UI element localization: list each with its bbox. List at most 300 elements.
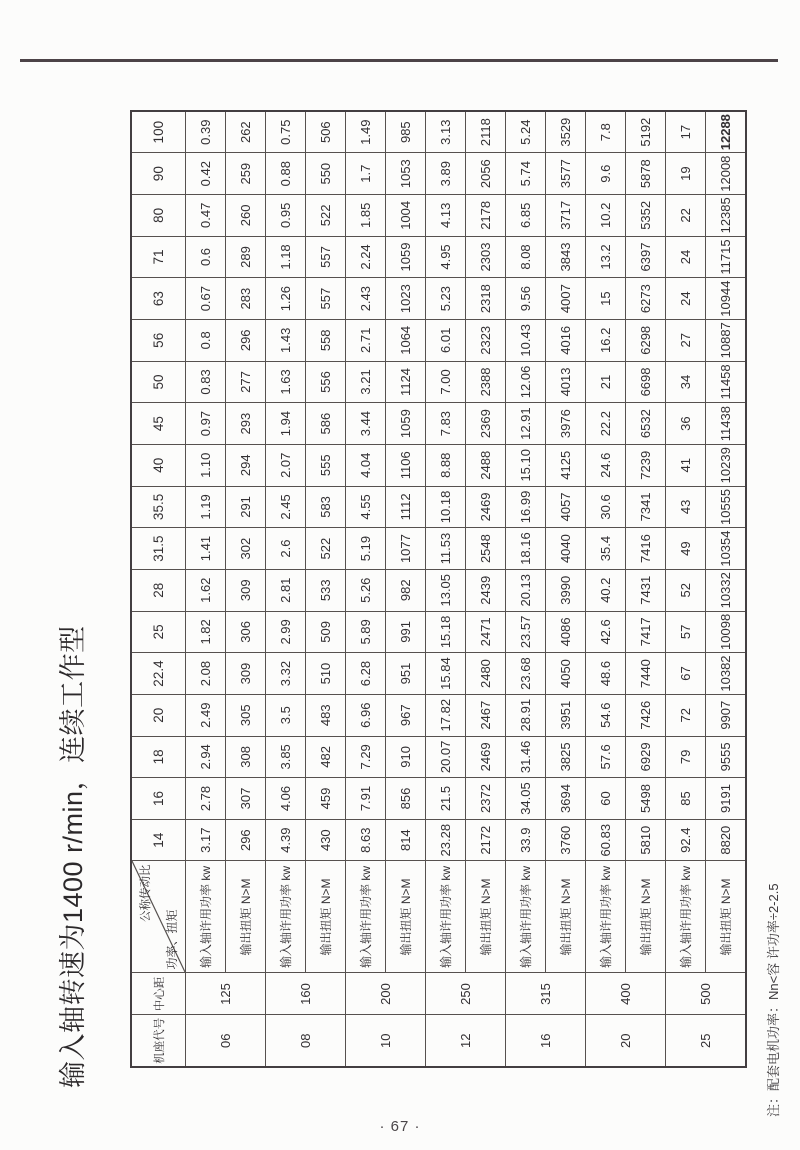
frame-code-header: 机座代号 — [131, 1015, 186, 1067]
power-value: 4.95 — [426, 236, 466, 278]
power-value: 57.6 — [586, 736, 626, 778]
power-value: 5.89 — [346, 611, 386, 653]
power-value: 0.97 — [186, 403, 226, 445]
torque-value: 7239 — [626, 444, 666, 486]
power-row — [666, 111, 706, 1067]
torque-value: 3825 — [546, 736, 586, 778]
spec-table — [130, 110, 747, 1068]
power-value: 16.99 — [506, 486, 546, 528]
torque-value: 1064 — [386, 319, 426, 361]
ratio-header: 56 — [131, 319, 186, 361]
torque-value: 555 — [306, 444, 346, 486]
torque-value: 9191 — [706, 778, 747, 820]
power-value: 2.78 — [186, 778, 226, 820]
power-value: 0.39 — [186, 111, 226, 153]
header-row — [131, 111, 186, 1067]
torque-value: 307 — [226, 778, 266, 820]
power-value: 72 — [666, 694, 706, 736]
power-value: 6.85 — [506, 195, 546, 237]
power-value: 9.6 — [586, 153, 626, 195]
torque-value: 3990 — [546, 569, 586, 611]
torque-value: 550 — [306, 153, 346, 195]
torque-value: 2323 — [466, 319, 506, 361]
torque-row — [466, 111, 506, 1067]
power-value: 9.56 — [506, 278, 546, 320]
power-value: 27 — [666, 319, 706, 361]
center-distance: 400 — [586, 973, 666, 1015]
power-label: 输入轴许用功率 kw — [426, 861, 466, 973]
torque-value: 2303 — [466, 236, 506, 278]
torque-value: 9907 — [706, 694, 747, 736]
torque-value: 2439 — [466, 569, 506, 611]
ratio-header: 20 — [131, 694, 186, 736]
power-value: 4.55 — [346, 486, 386, 528]
torque-value: 1059 — [386, 403, 426, 445]
power-value: 1.49 — [346, 111, 386, 153]
power-value: 1.82 — [186, 611, 226, 653]
torque-value: 1106 — [386, 444, 426, 486]
torque-value: 5352 — [626, 195, 666, 237]
torque-value: 2488 — [466, 444, 506, 486]
torque-value: 459 — [306, 778, 346, 820]
ratio-header: 25 — [131, 611, 186, 653]
power-value: 24 — [666, 278, 706, 320]
torque-value: 522 — [306, 195, 346, 237]
power-value: 0.75 — [266, 111, 306, 153]
power-value: 12.06 — [506, 361, 546, 403]
torque-value: 12288 — [706, 111, 747, 153]
power-value: 5.19 — [346, 528, 386, 570]
corner-label-power-torque: 功率、扭矩 — [165, 909, 179, 970]
torque-value: 7416 — [626, 528, 666, 570]
power-value: 2.45 — [266, 486, 306, 528]
torque-value: 7341 — [626, 486, 666, 528]
frame-code: 10 — [346, 1015, 426, 1067]
power-value: 3.13 — [426, 111, 466, 153]
torque-value: 1077 — [386, 528, 426, 570]
torque-value: 4016 — [546, 319, 586, 361]
torque-value: 3694 — [546, 778, 586, 820]
torque-value: 557 — [306, 278, 346, 320]
torque-value: 2480 — [466, 653, 506, 695]
power-value: 0.8 — [186, 319, 226, 361]
power-value: 1.43 — [266, 319, 306, 361]
power-value: 13.2 — [586, 236, 626, 278]
frame-code: 12 — [426, 1015, 506, 1067]
frame-code: 08 — [266, 1015, 346, 1067]
ratio-header: 90 — [131, 153, 186, 195]
torque-value: 991 — [386, 611, 426, 653]
torque-value: 7431 — [626, 569, 666, 611]
torque-value: 2471 — [466, 611, 506, 653]
frame-code: 06 — [186, 1015, 266, 1067]
top-rule-divider — [20, 59, 778, 62]
torque-value: 6698 — [626, 361, 666, 403]
power-value: 15.18 — [426, 611, 466, 653]
power-value: 0.83 — [186, 361, 226, 403]
torque-value: 586 — [306, 403, 346, 445]
power-value: 0.67 — [186, 278, 226, 320]
torque-value: 3843 — [546, 236, 586, 278]
torque-value: 522 — [306, 528, 346, 570]
torque-value: 291 — [226, 486, 266, 528]
torque-value: 309 — [226, 569, 266, 611]
power-value: 79 — [666, 736, 706, 778]
power-value: 34.05 — [506, 778, 546, 820]
torque-value: 856 — [386, 778, 426, 820]
torque-value: 2467 — [466, 694, 506, 736]
torque-row — [706, 111, 747, 1067]
power-value: 19 — [666, 153, 706, 195]
power-value: 17 — [666, 111, 706, 153]
torque-value: 4040 — [546, 528, 586, 570]
power-row — [186, 111, 226, 1067]
torque-value: 6929 — [626, 736, 666, 778]
power-value: 3.5 — [266, 694, 306, 736]
torque-row — [226, 111, 266, 1067]
torque-value: 1124 — [386, 361, 426, 403]
torque-label: 输出扭矩 N>M — [466, 861, 506, 973]
torque-value: 509 — [306, 611, 346, 653]
power-value: 2.43 — [346, 278, 386, 320]
power-value: 8.08 — [506, 236, 546, 278]
power-value: 28.91 — [506, 694, 546, 736]
torque-value: 2388 — [466, 361, 506, 403]
power-value: 31.46 — [506, 736, 546, 778]
power-value: 0.6 — [186, 236, 226, 278]
power-value: 2.81 — [266, 569, 306, 611]
ratio-header: 40 — [131, 444, 186, 486]
torque-label: 输出扭矩 N>M — [706, 861, 747, 973]
power-value: 4.06 — [266, 778, 306, 820]
power-value: 5.23 — [426, 278, 466, 320]
power-value: 1.41 — [186, 528, 226, 570]
power-value: 35.4 — [586, 528, 626, 570]
power-value: 57 — [666, 611, 706, 653]
power-value: 1.85 — [346, 195, 386, 237]
power-value: 1.19 — [186, 486, 226, 528]
torque-label: 输出扭矩 N>M — [226, 861, 266, 973]
power-value: 7.83 — [426, 403, 466, 445]
torque-value: 4007 — [546, 278, 586, 320]
torque-value: 7426 — [626, 694, 666, 736]
torque-value: 3529 — [546, 111, 586, 153]
rotated-title-block — [50, 474, 96, 1088]
ratio-header: 28 — [131, 569, 186, 611]
power-value: 8.88 — [426, 444, 466, 486]
power-value: 3.32 — [266, 653, 306, 695]
ratio-header: 16 — [131, 778, 186, 820]
power-value: 40.2 — [586, 569, 626, 611]
power-value: 33.9 — [506, 819, 546, 861]
power-value: 3.44 — [346, 403, 386, 445]
ratio-header: 45 — [131, 403, 186, 445]
power-value: 12.91 — [506, 403, 546, 445]
center-distance: 160 — [266, 973, 346, 1015]
power-value: 85 — [666, 778, 706, 820]
ratio-header: 35.5 — [131, 486, 186, 528]
power-value: 20.13 — [506, 569, 546, 611]
torque-value: 293 — [226, 403, 266, 445]
torque-value: 7440 — [626, 653, 666, 695]
power-value: 22.2 — [586, 403, 626, 445]
torque-value: 262 — [226, 111, 266, 153]
power-value: 52 — [666, 569, 706, 611]
torque-value: 430 — [306, 819, 346, 861]
torque-value: 9555 — [706, 736, 747, 778]
ratio-header: 100 — [131, 111, 186, 153]
center-distance: 250 — [426, 973, 506, 1015]
power-value: 1.63 — [266, 361, 306, 403]
torque-value: 10354 — [706, 528, 747, 570]
power-label: 输入轴许用功率 kw — [266, 861, 306, 973]
center-distance: 200 — [346, 973, 426, 1015]
torque-row — [386, 111, 426, 1067]
page-title: 输入轴转速为1400 r/min，连续工作型 — [58, 625, 88, 1088]
torque-label: 输出扭矩 N>M — [546, 861, 586, 973]
power-value: 54.6 — [586, 694, 626, 736]
torque-value: 10887 — [706, 319, 747, 361]
torque-value: 308 — [226, 736, 266, 778]
torque-value: 305 — [226, 694, 266, 736]
power-value: 2.71 — [346, 319, 386, 361]
power-value: 8.63 — [346, 819, 386, 861]
power-value: 42.6 — [586, 611, 626, 653]
power-value: 5.74 — [506, 153, 546, 195]
torque-value: 12385 — [706, 195, 747, 237]
frame-code: 20 — [586, 1015, 666, 1067]
torque-value: 11438 — [706, 403, 747, 445]
power-value: 41 — [666, 444, 706, 486]
torque-value: 294 — [226, 444, 266, 486]
power-value: 10.2 — [586, 195, 626, 237]
torque-value: 3577 — [546, 153, 586, 195]
torque-value: 12008 — [706, 153, 747, 195]
torque-value: 5192 — [626, 111, 666, 153]
center-distance-header: 中心距 — [131, 973, 186, 1015]
power-row — [506, 111, 546, 1067]
torque-value: 296 — [226, 319, 266, 361]
power-value: 15 — [586, 278, 626, 320]
torque-value: 296 — [226, 819, 266, 861]
ratio-header: 22.4 — [131, 653, 186, 695]
power-value: 22 — [666, 195, 706, 237]
power-value: 7.00 — [426, 361, 466, 403]
torque-value: 558 — [306, 319, 346, 361]
power-value: 3.21 — [346, 361, 386, 403]
power-value: 0.95 — [266, 195, 306, 237]
torque-value: 1053 — [386, 153, 426, 195]
power-value: 7.91 — [346, 778, 386, 820]
ratio-header: 31.5 — [131, 528, 186, 570]
torque-value: 982 — [386, 569, 426, 611]
diagonal-header-cell — [131, 861, 186, 973]
torque-value: 283 — [226, 278, 266, 320]
power-value: 6.96 — [346, 694, 386, 736]
power-value: 2.94 — [186, 736, 226, 778]
torque-value: 2178 — [466, 195, 506, 237]
torque-label: 输出扭矩 N>M — [306, 861, 346, 973]
torque-value: 1059 — [386, 236, 426, 278]
power-value: 60 — [586, 778, 626, 820]
power-row — [266, 111, 306, 1067]
ratio-header: 50 — [131, 361, 186, 403]
power-value: 2.07 — [266, 444, 306, 486]
power-value: 18.16 — [506, 528, 546, 570]
power-value: 4.04 — [346, 444, 386, 486]
torque-value: 289 — [226, 236, 266, 278]
power-value: 24.6 — [586, 444, 626, 486]
power-value: 2.6 — [266, 528, 306, 570]
power-value: 23.68 — [506, 653, 546, 695]
power-value: 34 — [666, 361, 706, 403]
torque-value: 4057 — [546, 486, 586, 528]
ratio-header: 63 — [131, 278, 186, 320]
power-value: 49 — [666, 528, 706, 570]
torque-value: 4086 — [546, 611, 586, 653]
power-label: 输入轴许用功率 kw — [346, 861, 386, 973]
torque-value: 5498 — [626, 778, 666, 820]
torque-value: 6532 — [626, 403, 666, 445]
power-value: 36 — [666, 403, 706, 445]
frame-code: 16 — [506, 1015, 586, 1067]
power-value: 2.24 — [346, 236, 386, 278]
power-label: 输入轴许用功率 kw — [586, 861, 626, 973]
torque-value: 309 — [226, 653, 266, 695]
power-value: 48.6 — [586, 653, 626, 695]
torque-value: 506 — [306, 111, 346, 153]
torque-value: 7417 — [626, 611, 666, 653]
power-value: 30.6 — [586, 486, 626, 528]
power-value: 21 — [586, 361, 626, 403]
torque-value: 3717 — [546, 195, 586, 237]
ratio-header: 80 — [131, 195, 186, 237]
rotated-note-block — [757, 843, 791, 1117]
torque-value: 2118 — [466, 111, 506, 153]
power-value: 60.83 — [586, 819, 626, 861]
power-value: 13.05 — [426, 569, 466, 611]
torque-value: 2369 — [466, 403, 506, 445]
power-value: 6.28 — [346, 653, 386, 695]
torque-label: 输出扭矩 N>M — [386, 861, 426, 973]
torque-value: 3951 — [546, 694, 586, 736]
power-value: 10.18 — [426, 486, 466, 528]
ratio-header: 71 — [131, 236, 186, 278]
torque-value: 2372 — [466, 778, 506, 820]
torque-value: 1023 — [386, 278, 426, 320]
torque-value: 4013 — [546, 361, 586, 403]
power-label: 输入轴许用功率 kw — [186, 861, 226, 973]
torque-value: 10944 — [706, 278, 747, 320]
power-value: 43 — [666, 486, 706, 528]
power-value: 1.10 — [186, 444, 226, 486]
power-label: 输入轴许用功率 kw — [666, 861, 706, 973]
torque-value: 2548 — [466, 528, 506, 570]
power-value: 15.10 — [506, 444, 546, 486]
center-distance: 315 — [506, 973, 586, 1015]
power-label: 输入轴许用功率 kw — [506, 861, 546, 973]
torque-value: 951 — [386, 653, 426, 695]
torque-value: 583 — [306, 486, 346, 528]
power-value: 3.89 — [426, 153, 466, 195]
power-value: 2.08 — [186, 653, 226, 695]
torque-value: 277 — [226, 361, 266, 403]
torque-value: 6273 — [626, 278, 666, 320]
torque-value: 967 — [386, 694, 426, 736]
torque-row — [306, 111, 346, 1067]
power-value: 16.2 — [586, 319, 626, 361]
torque-value: 2056 — [466, 153, 506, 195]
torque-value: 6298 — [626, 319, 666, 361]
torque-value: 10332 — [706, 569, 747, 611]
power-value: 4.39 — [266, 819, 306, 861]
power-value: 0.47 — [186, 195, 226, 237]
power-row — [586, 111, 626, 1067]
torque-value: 556 — [306, 361, 346, 403]
power-value: 15.84 — [426, 653, 466, 695]
torque-value: 985 — [386, 111, 426, 153]
torque-value: 10098 — [706, 611, 747, 653]
ratio-header: 18 — [131, 736, 186, 778]
power-value: 23.28 — [426, 819, 466, 861]
power-value: 92.4 — [666, 819, 706, 861]
power-value: 1.7 — [346, 153, 386, 195]
torque-value: 533 — [306, 569, 346, 611]
rotated-table-block — [130, 110, 736, 1068]
torque-value: 302 — [226, 528, 266, 570]
torque-value: 2469 — [466, 736, 506, 778]
power-value: 7.29 — [346, 736, 386, 778]
power-value: 11.53 — [426, 528, 466, 570]
torque-value: 2318 — [466, 278, 506, 320]
power-value: 20.07 — [426, 736, 466, 778]
power-value: 2.49 — [186, 694, 226, 736]
torque-value: 3976 — [546, 403, 586, 445]
power-value: 24 — [666, 236, 706, 278]
torque-value: 4125 — [546, 444, 586, 486]
torque-value: 1004 — [386, 195, 426, 237]
torque-value: 557 — [306, 236, 346, 278]
torque-value: 483 — [306, 694, 346, 736]
torque-value: 10555 — [706, 486, 747, 528]
torque-value: 11715 — [706, 236, 747, 278]
torque-value: 814 — [386, 819, 426, 861]
torque-row — [626, 111, 666, 1067]
page-number: · 67 · — [379, 1118, 421, 1135]
power-value: 23.57 — [506, 611, 546, 653]
torque-value: 3760 — [546, 819, 586, 861]
torque-value: 4050 — [546, 653, 586, 695]
torque-value: 1112 — [386, 486, 426, 528]
power-value: 0.42 — [186, 153, 226, 195]
center-distance: 500 — [666, 973, 747, 1015]
frame-code: 25 — [666, 1015, 747, 1067]
power-value: 7.8 — [586, 111, 626, 153]
torque-value: 5810 — [626, 819, 666, 861]
torque-value: 482 — [306, 736, 346, 778]
power-value: 3.85 — [266, 736, 306, 778]
power-value: 1.62 — [186, 569, 226, 611]
power-value: 4.13 — [426, 195, 466, 237]
power-value: 6.01 — [426, 319, 466, 361]
power-value: 0.88 — [266, 153, 306, 195]
torque-value: 10382 — [706, 653, 747, 695]
torque-value: 259 — [226, 153, 266, 195]
torque-value: 10239 — [706, 444, 747, 486]
footnote: 注：配套电机功率：Nn<容 许功率÷2-2.5 — [766, 883, 781, 1117]
ratio-header: 14 — [131, 819, 186, 861]
power-value: 2.99 — [266, 611, 306, 653]
